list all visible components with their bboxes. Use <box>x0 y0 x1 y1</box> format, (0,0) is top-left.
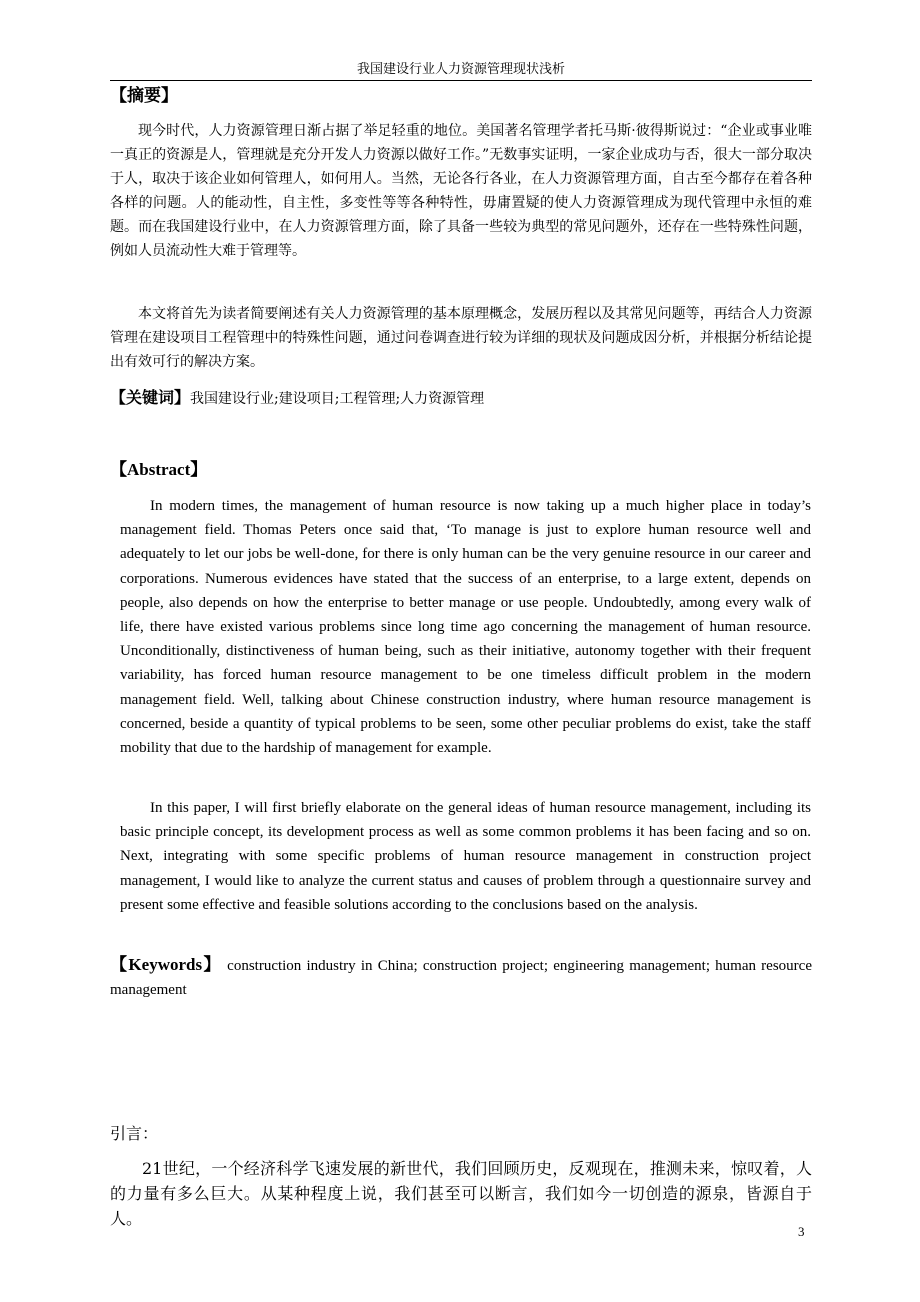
abstract-zh-paragraph-1: 现今时代，人力资源管理日渐占据了举足轻重的地位。美国著名管理学者托马斯·彼得斯说过：“企业或事业唯一真正的资源是人，管理就是充分开发人力资源以做好工作。”无数事实证明，一家企业成功与否，很大一部分取决于人，取决于该企业如何管理人，如何用人。当然，无论各行各业，在人力资源管理方面，自古至今都存在着各种各样的问题。人的能动性，自主性，多变性等等各种特性，毋庸置疑的使人力资源管理成为现代管理中永恒的难题。而在我国建设行业中，在人力资源管理方面，除了具备一些较为典型的常见问题外，还存在一些特殊性问题，例如人员流动性大难于管理等。 <box>110 123 812 259</box>
header-rule <box>110 80 812 81</box>
keywords-zh <box>110 386 812 411</box>
page-number: 3 <box>798 1224 805 1239</box>
keywords-en-text: construction industry in China; construction project; engineering management; human resource management <box>110 958 812 998</box>
intro-heading: 引言： <box>110 1124 159 1143</box>
abstract-zh-heading: 【摘要】 <box>110 86 178 106</box>
running-header: 我国建设行业人力资源管理现状浅析 <box>356 62 565 77</box>
keywords-en-label: 【Keywords】 <box>110 955 222 974</box>
keywords-zh-text: 我国建设行业;建设项目;工程管理;人力资源管理 <box>190 391 485 407</box>
keywords-en <box>110 953 812 1002</box>
abstract-en-paragraph-2: In this paper, I will first briefly elaborate on the general ideas of human resource management, including its basic principle concept, its development process as well as some common problems it has been facing and so on. Next, integrating with some specific problems of human resource management in construction project management, I would like to analyze the current status and causes of problem through a questionnaire survey and present some effective and feasible solutions according to the conclusions based on the analysis. <box>120 800 811 913</box>
abstract-en-heading: 【Abstract】 <box>110 460 208 479</box>
intro-paragraph: 21世纪，一个经济科学飞速发展的新世代，我们回顾历史，反观现在，推测未来，惊叹着，人的力量有多么巨大。从某种程度上说，我们甚至可以断言，我们如今一切创造的源泉，皆源自于人。 <box>110 1159 812 1228</box>
abstract-zh-paragraph-2: 本文将首先为读者简要阐述有关人力资源管理的基本原理概念，发展历程以及其常见问题等，再结合人力资源管理在建设项目工程管理中的特殊性问题，通过问卷调查进行较为详细的现状及问题成因分析，并根据分析结论提出有效可行的解决方案。 <box>110 306 812 370</box>
keywords-zh-label: 【关键词】 <box>110 388 191 407</box>
abstract-en-paragraph-1: In modern times, the management of human resource is now taking up a much higher place in today’s management field. Thomas Peters once said that, ‘To manage is just to explore human resource well and adequately to let our jobs be well-done, for there is only human can be the very genuine resource in our career and corporations. Numerous evidences have stated that the success of an enterprise, to a large extent, depends on people, also depends on how the enterprise to better manage or use people. Undoubtedly, among every walk of life, there have existed various problems since long time ago concerning the management of human resource. Unconditionally, distinctiveness of human being, such as their initiative, autonomy together with their frequent variability, has forced human resource management to be one timeless difficult problem in the modern management field. Well, talking about Chinese construction industry, where human resource management is concerned, beside a quantity of typical problems to be seen, some other peculiar problems do exist, take the staff mobility that due to the hardship of management for example. <box>120 498 811 757</box>
